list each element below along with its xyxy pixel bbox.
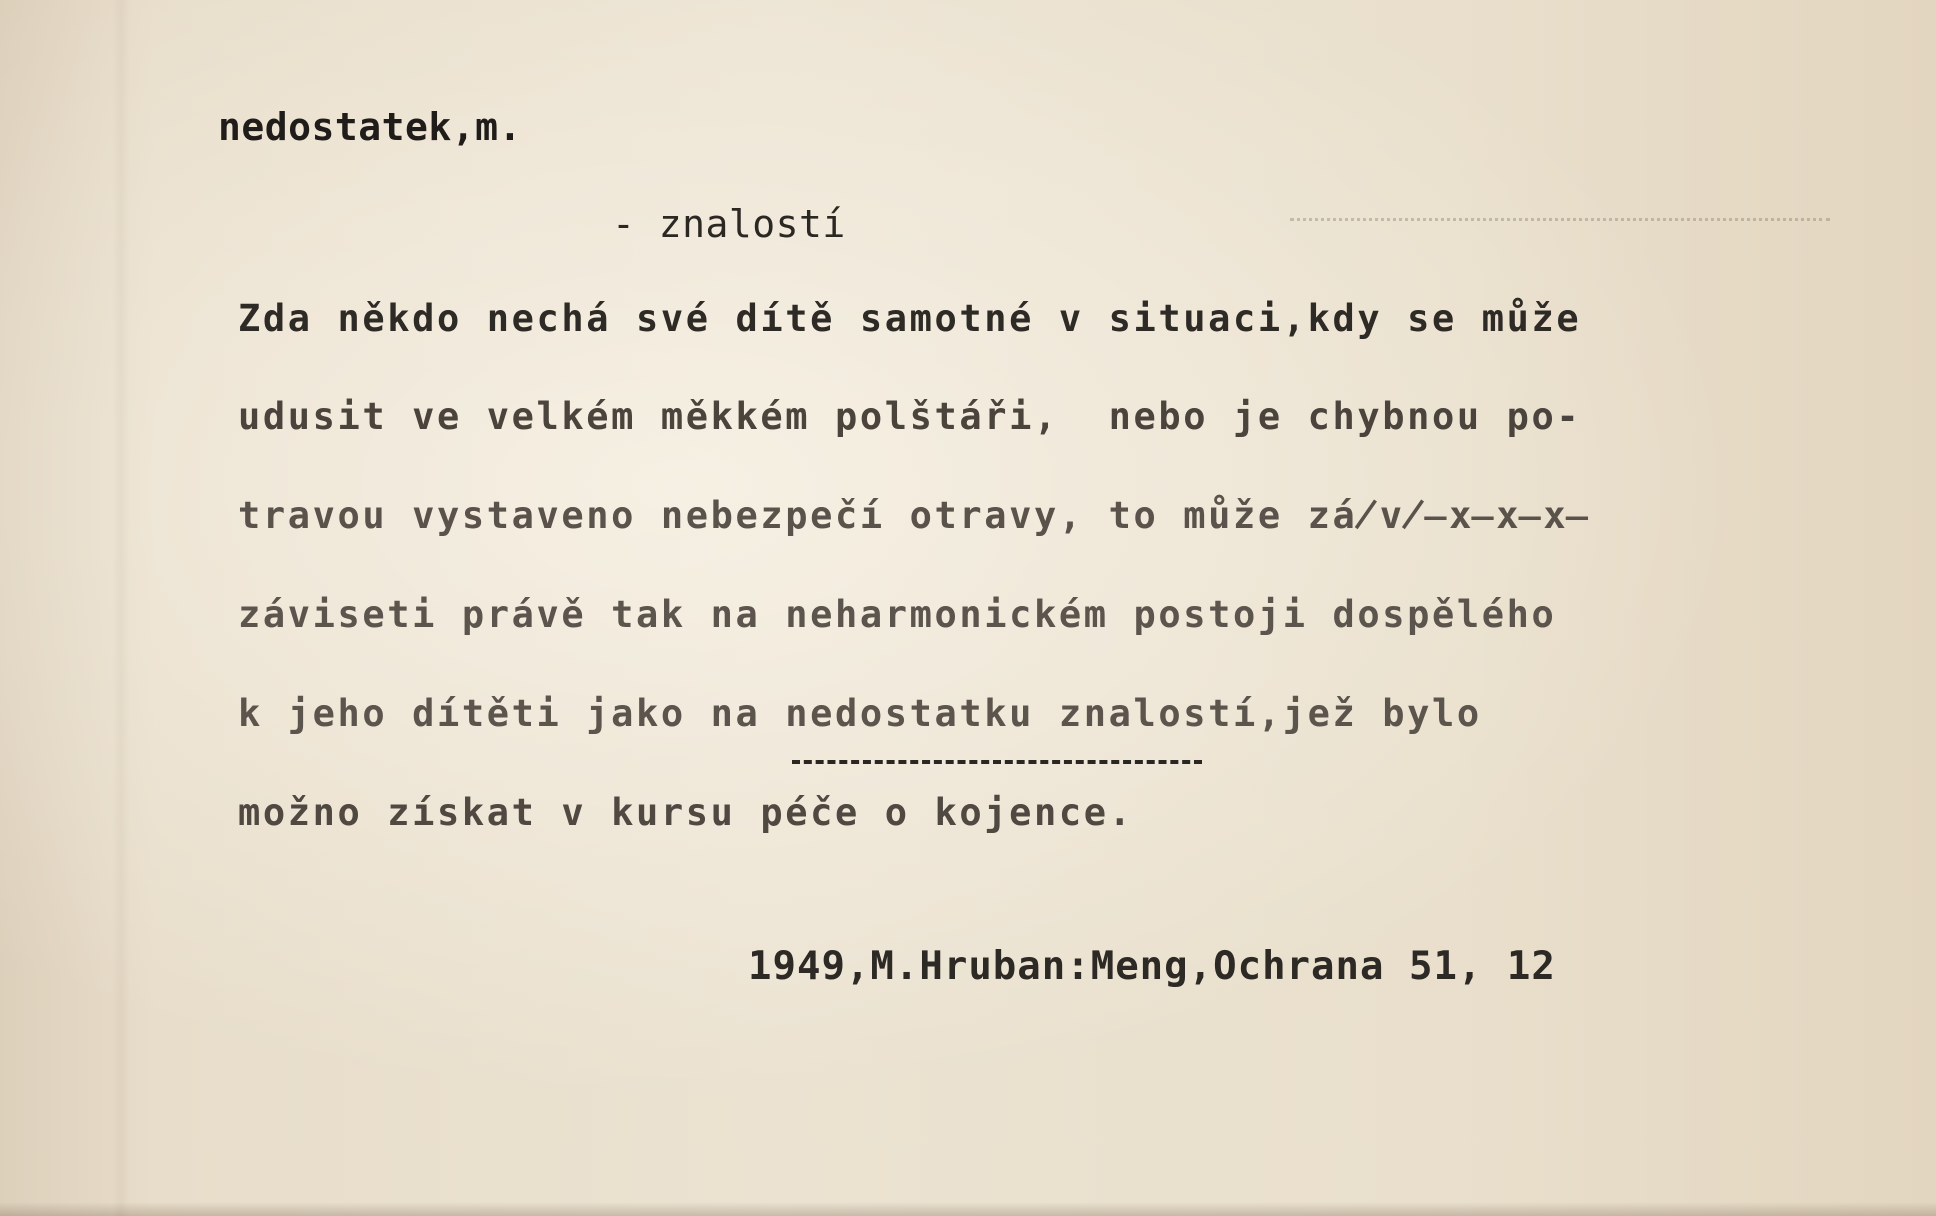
body-line-1: Zda někdo nechá své dítě samotné v situaci,kdy se může (238, 297, 1582, 340)
body-line-2: udusit ve velkém měkkém polštáři, nebo je chybnou po- (238, 395, 1582, 438)
card-bottom-edge (0, 1202, 1936, 1216)
body-line-4: záviseti právě tak na neharmonickém postoji dospělého (238, 593, 1557, 636)
source-citation: 1949,M.Hruban:Meng,Ochrana 51, 12 (748, 944, 1556, 989)
paper-fold-shading (112, 0, 130, 1216)
body-line-5: k jeho dítěti jako na nedostatku znalostí,jež bylo (238, 692, 1482, 735)
body-line-6: možno získat v kursu péče o kojence. (238, 791, 1134, 834)
subentry: - znalostí (612, 202, 846, 246)
body-line-3: travou vystaveno nebezpečí otravy, to může zá̸v̸̶x̶x̶x̶ (238, 494, 1591, 537)
faint-dotted-marks (1290, 218, 1830, 221)
headword: nedostatek,m. (218, 105, 522, 149)
term-underline (792, 760, 1202, 764)
